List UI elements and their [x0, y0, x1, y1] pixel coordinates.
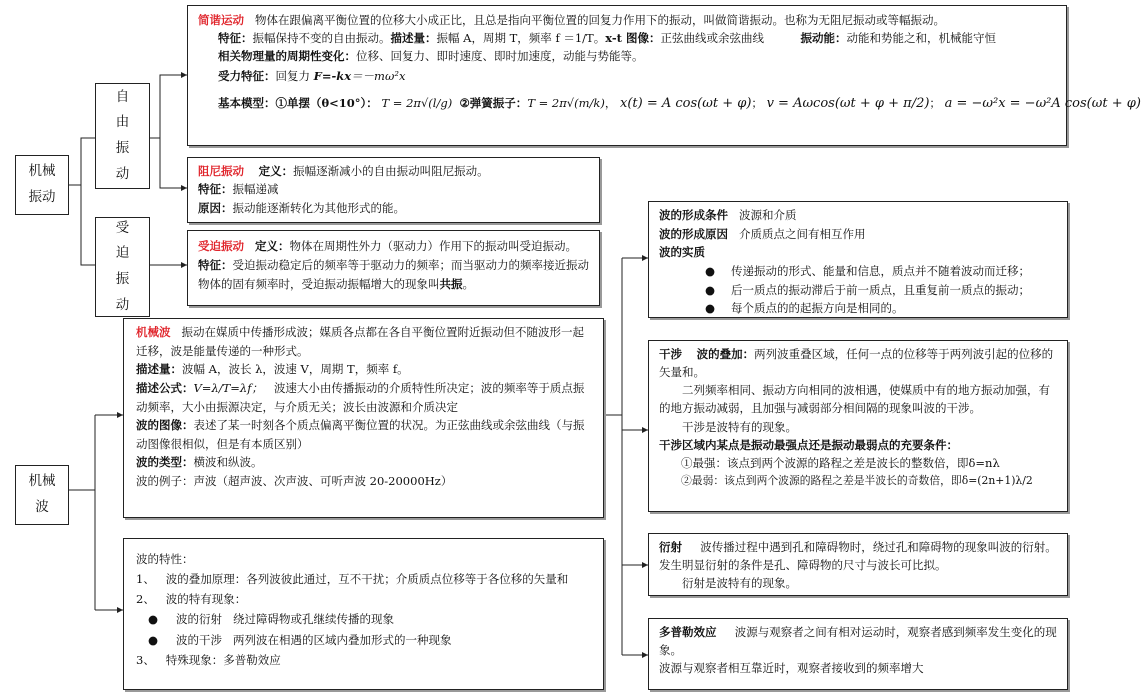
shm-force — [198, 68, 1056, 86]
bullet-icon: ● — [148, 632, 159, 647]
props-num: 1、 — [136, 572, 155, 587]
forced-def: 物体在周期性外力（驱动力）作用下的振动叫受迫振动。 — [289, 239, 577, 253]
wave-formation-box — [648, 201, 1068, 318]
model-label: 基本模型：①单摆（θ<10°）： — [218, 96, 378, 111]
diffraction-title: 衍射 — [659, 540, 682, 554]
forced-vibration-box — [187, 230, 600, 306]
bullet-a: 波的干涉 — [176, 632, 222, 647]
diffraction-p1: 波传播过程中遇到孔和障碍物时，绕过孔和障碍物的现象叫波的衍射。发生明显衍射的条件是孔、障碍物的尺寸与波长可比拟。 — [659, 540, 1057, 573]
props-title: 波的特性： — [136, 552, 194, 566]
doppler-p1: 波源与观察者之间有相对运动时，观察者感到频率发生变化的现象。 — [659, 625, 1057, 658]
resonance-label: 共振 — [439, 276, 463, 291]
forced-title: 受迫振动 — [198, 239, 244, 253]
bullet-icon: ● — [148, 612, 159, 627]
period-text: 位移、回复力、即时速度、即时加速度，动能与势能等。 — [356, 48, 644, 63]
props-item-2 — [136, 589, 591, 609]
spring-label: ②弹簧振子： — [459, 96, 528, 111]
diffraction-box — [648, 533, 1068, 596]
props-text: 特殊现象：多普勒效应 — [165, 652, 281, 667]
formula-v: v = Aωcos(ωt + φ + π/2) — [766, 96, 930, 112]
label-mech-vibration: 机械振动 — [15, 155, 69, 215]
desc-label: 描述量： — [390, 30, 437, 45]
force-pre: 回复力 — [275, 69, 314, 84]
bullet-b: 两列波在相遇的区域内叠加形式的一种现象 — [232, 632, 452, 647]
damped-title: 阻尼振动 — [198, 164, 244, 178]
superposition-text: 两列波重叠区域，任何一点的位移等于两列波引起的位移的矢量和。 — [659, 347, 1054, 380]
wave-type-label: 波的类型： — [136, 455, 194, 470]
spring-formula: T = 2π√(m/k) — [527, 96, 605, 111]
props-text: 波的叠加原理：各列波彼此通过，互不干扰；介质质点位移等于各位移的矢量和 — [165, 572, 569, 587]
superposition-label: 波的叠加： — [696, 347, 755, 361]
bullet-text: 每个质点的的起振方向是相同的。 — [731, 301, 904, 316]
force-label: 受力特征： — [218, 69, 276, 84]
simple-harmonic-box — [187, 5, 1141, 146]
damped-feat-label: 特征： — [198, 182, 233, 197]
wave-desc-label: 描述量： — [136, 362, 182, 377]
forced-feat-end: 。 — [462, 276, 474, 291]
formula-a: a = −ω²x = −ω²A cos(ωt + φ) — [944, 96, 1141, 112]
wave-def: 振动在媒质中传播形成波；媒质各点都在各自平衡位置附近振动但不随波形一起迁移，波是能量传递的一种形式。 — [136, 325, 584, 358]
doppler-box — [648, 618, 1068, 690]
wave-image-label: 波的图像： — [136, 418, 194, 433]
shm-features — [198, 30, 1056, 48]
formation-bullet — [659, 281, 1057, 300]
formation-cond-label: 波的形成条件 — [659, 208, 728, 222]
damped-feat: 振幅递减 — [232, 182, 279, 197]
damped-def-label: 定义： — [258, 164, 294, 178]
wave-image-text: 表述了某一时刻各个质点偏离平衡位置的状况。为正弦曲线或余弦曲线（与振动图像很相似，但是有本质区别） — [136, 418, 585, 451]
diffraction-p2: 衍射是波特有的现象。 — [682, 576, 797, 591]
interference-strong: ①最强：该点到两个波源的路程之差是波长的整数倍，即δ=nλ — [681, 455, 1000, 470]
bullet-icon: ● — [705, 282, 716, 297]
props-item-3 — [136, 650, 591, 670]
props-bullet — [136, 609, 591, 629]
forced-feat: 受迫振动稳定后的频率等于驱动力的频率；而当驱动力的频率接近振动物体的固有频率时，受迫振动振幅增大的现象叫 — [198, 257, 589, 291]
bullet-text: 传递振动的形式、能量和信息，质点并不随着波动而迁移； — [731, 263, 1030, 278]
doppler-title: 多普勒效应 — [659, 625, 717, 639]
interference-weak: ②最弱：该点到两个波源的路程之差是半波长的奇数倍，即δ=(2n+1)λ/2 — [681, 474, 1033, 488]
shm-periodic — [198, 48, 1056, 66]
damped-vibration-box — [187, 157, 600, 223]
props-num: 2、 — [136, 592, 155, 607]
formation-cause-label: 波的形成原因 — [659, 226, 728, 241]
interference-p2: 二列频率相同、振动方向相同的波相遇，使媒质中有的地方振动加强，有的地方振动减弱，且加强与减弱部分相间隔的现象叫波的干涉。 — [659, 383, 1050, 416]
interference-p3: 干涉是波特有的现象。 — [682, 419, 797, 434]
damped-def: 振幅逐渐减小的自由振动叫阻尼振动。 — [293, 164, 489, 178]
mechanical-wave-box — [123, 318, 604, 518]
energy-text: 动能和势能之和，机械能守恒 — [846, 30, 997, 45]
xt-text: 正弦曲线或余弦曲线 — [660, 30, 764, 45]
formation-bullet — [659, 262, 1057, 281]
wave-formula-text: 波速大小由传播振动的介质特性所决定；波的频率等于质点振动频率，大小由振源决定，与介质无关；波长由波源和介质决定 — [136, 380, 585, 414]
shm-def-text: 物体在跟偏离平衡位置的位移大小成正比，且总是指向平衡位置的回复力作用下的振动，叫做简谐振动。也称为无阻尼振动或等幅振动。 — [254, 13, 945, 27]
label-mech-wave: 机械波 — [15, 465, 69, 525]
wave-example: 波的例子：声波（超声波、次声波、可听声波 20-20000Hz） — [136, 474, 453, 488]
wave-type: 横波和纵波。 — [193, 455, 263, 470]
formation-bullet — [659, 299, 1057, 318]
wave-properties-box — [123, 538, 604, 690]
shm-models: 基本模型：①单摆（θ<10°）： T = 2π√(l/g) ②弹簧振子：T = 2π√(m/k)， x(t) = A cos(ωt + φ)； v = Aωcos(ωt + φ + π/2)； a = −ω²x = −ω²A cos(ωt + φ) — [218, 96, 1141, 112]
period-label: 相关物理量的周期性变化： — [218, 48, 356, 63]
bullet-b: 绕过障碍物或孔继续传播的现象 — [232, 612, 394, 627]
feat-label: 特征： — [218, 30, 253, 45]
interference-title: 干涉 — [659, 347, 682, 361]
forced-def-label: 定义： — [254, 239, 290, 253]
props-bullet — [136, 630, 591, 650]
formation-essence-label: 波的实质 — [659, 245, 705, 260]
bullet-text: 后一质点的振动滞后于前一质点，且重复前一质点的振动； — [731, 282, 1030, 297]
energy-label: 振动能： — [800, 30, 847, 45]
force-eq: F=-kx — [313, 69, 352, 84]
props-text: 波的特有现象： — [165, 592, 247, 607]
interference-cond-title: 干涉区域内某点是振动最强点还是振动最弱点的充要条件： — [659, 437, 958, 452]
forced-feat-label: 特征： — [198, 257, 233, 272]
interference-box — [648, 340, 1068, 512]
damped-cause-label: 原因： — [198, 200, 233, 215]
formula-x: x(t) = A cos(ωt + φ) — [620, 96, 752, 112]
xt-label: x-t 图像： — [605, 30, 661, 45]
wave-title: 机械波 — [136, 325, 171, 339]
force-post: ＝－mω²x — [351, 69, 406, 84]
props-item-1 — [136, 569, 591, 589]
formation-cause: 介质质点之间有相互作用 — [738, 226, 866, 241]
shm-title: 简谐运动 — [198, 13, 244, 27]
wave-formula: V=λ/T=λf； — [193, 380, 263, 395]
bullet-icon: ● — [705, 263, 716, 278]
feat-text: 振幅保持不变的自由振动。 — [252, 30, 391, 45]
label-free-vibration: 自由振动 — [95, 83, 150, 189]
label-forced-vibration: 受迫振动 — [95, 217, 150, 317]
wave-desc: 波幅 A，波长 λ，波速 V，周期 T，频率 f。 — [182, 362, 409, 377]
shm-definition — [198, 12, 1056, 30]
pendulum-formula: T = 2π√(l/g) — [381, 96, 453, 111]
bullet-icon: ● — [705, 301, 716, 316]
desc-text: 振幅 A，周期 T，频率 f ＝1/T。 — [436, 30, 606, 45]
doppler-p2: 波源与观察者相互靠近时，观察者接收到的频率增大 — [659, 661, 924, 676]
formation-cond: 波源和介质 — [738, 208, 797, 222]
props-num: 3、 — [136, 652, 155, 667]
wave-formula-label: 描述公式： — [136, 380, 194, 395]
damped-cause: 振动能逐渐转化为其他形式的能。 — [232, 200, 405, 215]
bullet-a: 波的衍射 — [176, 612, 222, 627]
